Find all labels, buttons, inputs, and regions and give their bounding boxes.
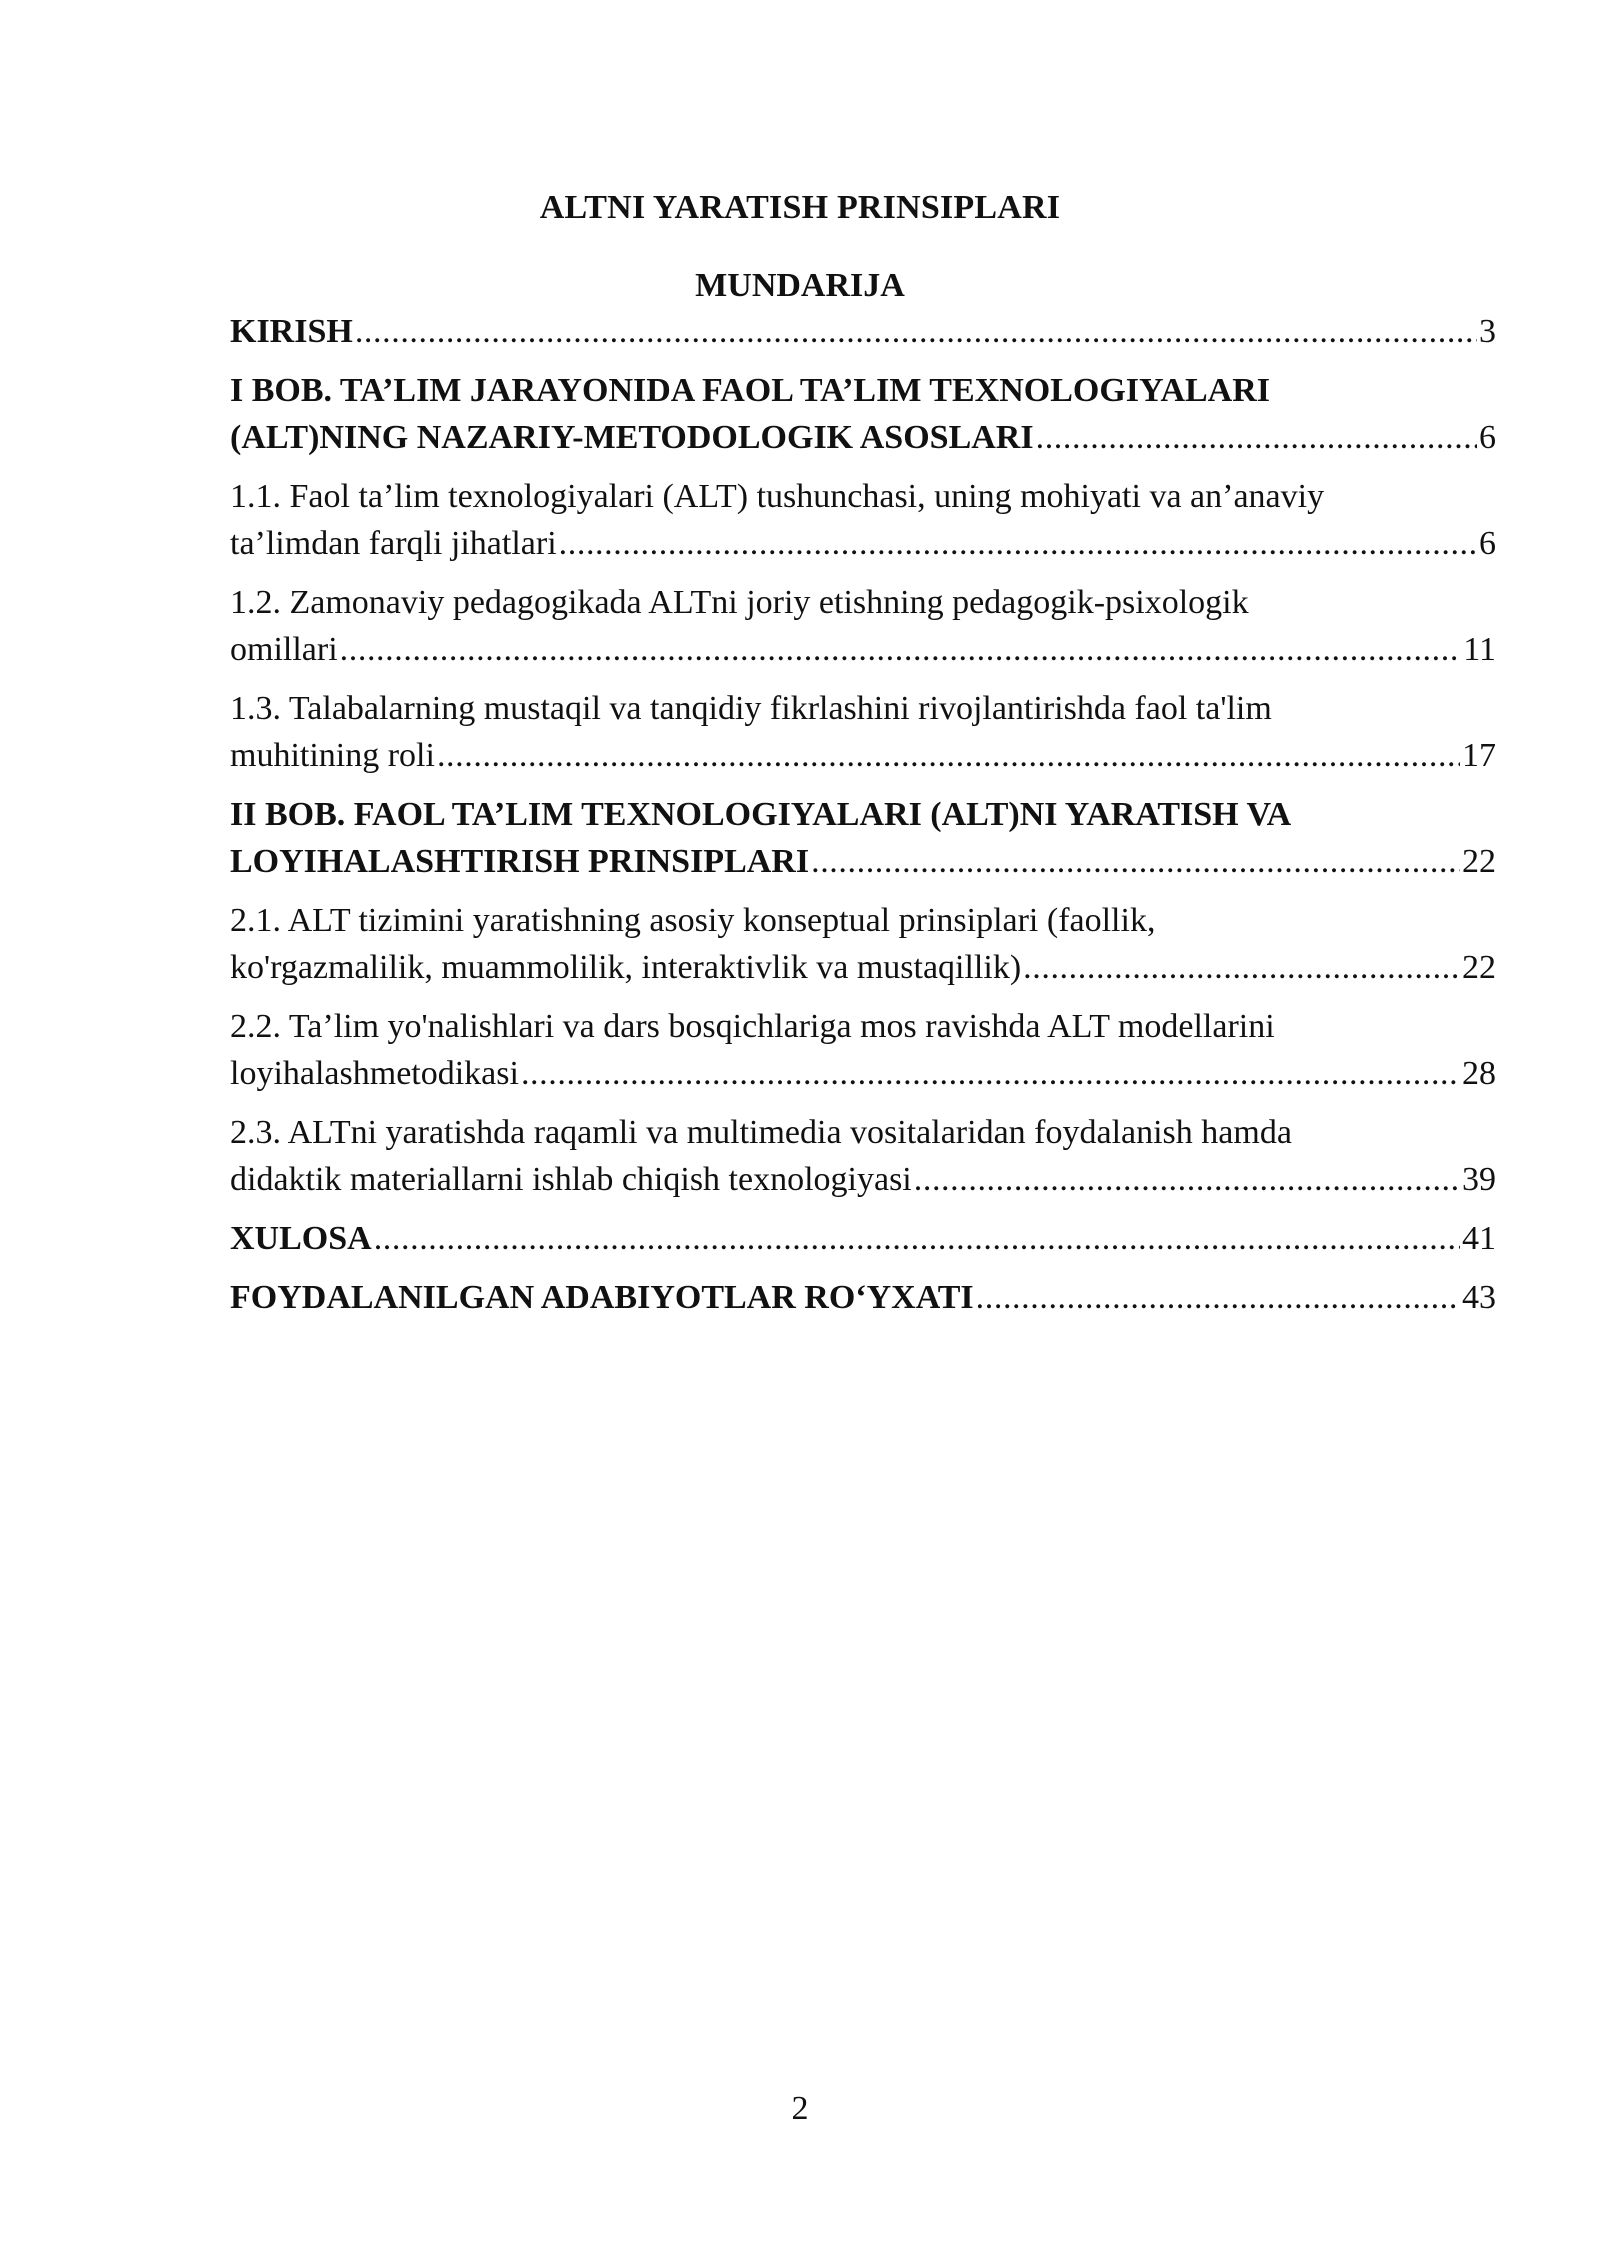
dot-leader <box>521 1050 1460 1097</box>
toc-entry-line <box>230 1274 1496 1321</box>
table-of-contents <box>230 308 1496 1321</box>
toc-entry-line <box>230 944 1496 991</box>
toc-entry-title-continued: muhitining roli <box>230 737 435 774</box>
toc-entry-title: I BOB. TA’LIM JARAYONIDA FAOL TA’LIM TEXNOLOGIYALARI <box>230 372 1271 409</box>
toc-entry-line <box>230 791 1496 838</box>
toc-entry-line <box>230 308 1496 355</box>
toc-entry-title-continued: omillari <box>230 631 338 668</box>
toc-page-number: 22 <box>1462 843 1496 880</box>
toc-entry-line <box>230 473 1496 520</box>
toc-entry-title: FOYDALANILGAN ADABIYOTLAR RO‘YXATI <box>230 1279 974 1316</box>
toc-entry-line <box>230 838 1496 885</box>
toc-entry-xulosa[interactable] <box>230 1215 1496 1262</box>
toc-entry-title: XULOSA <box>230 1220 372 1257</box>
toc-entry-line <box>230 1215 1496 1262</box>
toc-page-number: 6 <box>1479 419 1496 456</box>
toc-entry-line <box>230 685 1496 732</box>
toc-entry-title: 1.2. Zamonaviy pedagogikada ALTni joriy etishning pedagogik-psixologik <box>230 584 1249 621</box>
toc-page-number: 39 <box>1462 1161 1496 1198</box>
toc-entry-section-1-1[interactable] <box>230 473 1496 567</box>
toc-page-number: 43 <box>1462 1279 1496 1316</box>
toc-entry-kirish[interactable] <box>230 308 1496 355</box>
toc-page-number: 11 <box>1463 631 1496 668</box>
toc-entry-chapter-2[interactable] <box>230 791 1496 885</box>
toc-page-number: 17 <box>1462 737 1496 774</box>
toc-entry-title: 1.3. Talabalarning mustaqil va tanqidiy fikrlashini rivojlantirishda faol ta'lim <box>230 690 1272 727</box>
toc-entry-title-continued: ta’limdan farqli jihatlari <box>230 525 557 562</box>
toc-entry-line <box>230 1156 1496 1203</box>
toc-entry-line <box>230 579 1496 626</box>
toc-page-number: 41 <box>1462 1220 1496 1257</box>
toc-heading: MUNDARIJA <box>695 267 905 304</box>
toc-entry-line <box>230 367 1496 414</box>
toc-entry-title-continued: (ALT)NING NAZARIY-METODOLOGIK ASOSLARI <box>230 419 1034 456</box>
toc-entry-title: KIRISH <box>230 313 353 350</box>
dot-leader <box>1023 944 1460 991</box>
toc-entry-title: II BOB. FAOL TA’LIM TEXNOLOGIYALARI (ALT)NI YARATISH VA <box>230 796 1292 833</box>
toc-entry-title-continued: loyihalashmetodikasi <box>230 1055 519 1092</box>
dot-leader <box>340 626 1462 673</box>
toc-page-number: 28 <box>1462 1055 1496 1092</box>
toc-entry-section-1-3[interactable] <box>230 685 1496 779</box>
toc-entry-title: 2.1. ALT tizimini yaratishning asosiy konseptual prinsiplari (faollik, <box>230 902 1156 939</box>
toc-entry-section-2-2[interactable] <box>230 1003 1496 1097</box>
toc-entry-line <box>230 626 1496 673</box>
toc-entry-title-continued: didaktik materiallarni ishlab chiqish texnologiyasi <box>230 1161 912 1198</box>
toc-entry-title: 2.3. ALTni yaratishda raqamli va multimedia vositalaridan foydalanish hamda <box>230 1114 1292 1151</box>
page-number: 2 <box>791 2090 809 2127</box>
toc-entry-title: 1.1. Faol ta’lim texnologiyalari (ALT) tushunchasi, uning mohiyati va an’anaviy <box>230 478 1325 515</box>
dot-leader <box>976 1274 1460 1321</box>
toc-entry-references[interactable] <box>230 1274 1496 1321</box>
dot-leader <box>914 1156 1460 1203</box>
toc-entry-title-continued: ko'rgazmalilik, muammolilik, interaktivlik va mustaqillik) <box>230 949 1022 986</box>
dot-leader <box>559 520 1477 567</box>
dot-leader <box>355 308 1477 355</box>
toc-page-number: 6 <box>1479 525 1496 562</box>
toc-entry-chapter-1[interactable] <box>230 367 1496 461</box>
toc-entry-title: 2.2. Ta’lim yo'nalishlari va dars bosqichlariga mos ravishda ALT modellarini <box>230 1008 1275 1045</box>
toc-page-number: 3 <box>1479 313 1496 350</box>
toc-entry-section-1-2[interactable] <box>230 579 1496 673</box>
dot-leader <box>437 732 1460 779</box>
toc-entry-line <box>230 1003 1496 1050</box>
document-title: ALTNI YARATISH PRINSIPLARI <box>539 189 1061 226</box>
toc-entry-line <box>230 520 1496 567</box>
dot-leader <box>811 838 1460 885</box>
toc-entry-section-2-1[interactable] <box>230 897 1496 991</box>
toc-entry-line <box>230 1050 1496 1097</box>
toc-entry-section-2-3[interactable] <box>230 1109 1496 1203</box>
toc-entry-title-continued: LOYIHALASHTIRISH PRINSIPLARI <box>230 843 810 880</box>
toc-entry-line <box>230 414 1496 461</box>
toc-entry-line <box>230 732 1496 779</box>
toc-entry-line <box>230 1109 1496 1156</box>
toc-page-number: 22 <box>1462 949 1496 986</box>
toc-entry-line <box>230 897 1496 944</box>
dot-leader <box>374 1215 1460 1262</box>
dot-leader <box>1036 414 1477 461</box>
